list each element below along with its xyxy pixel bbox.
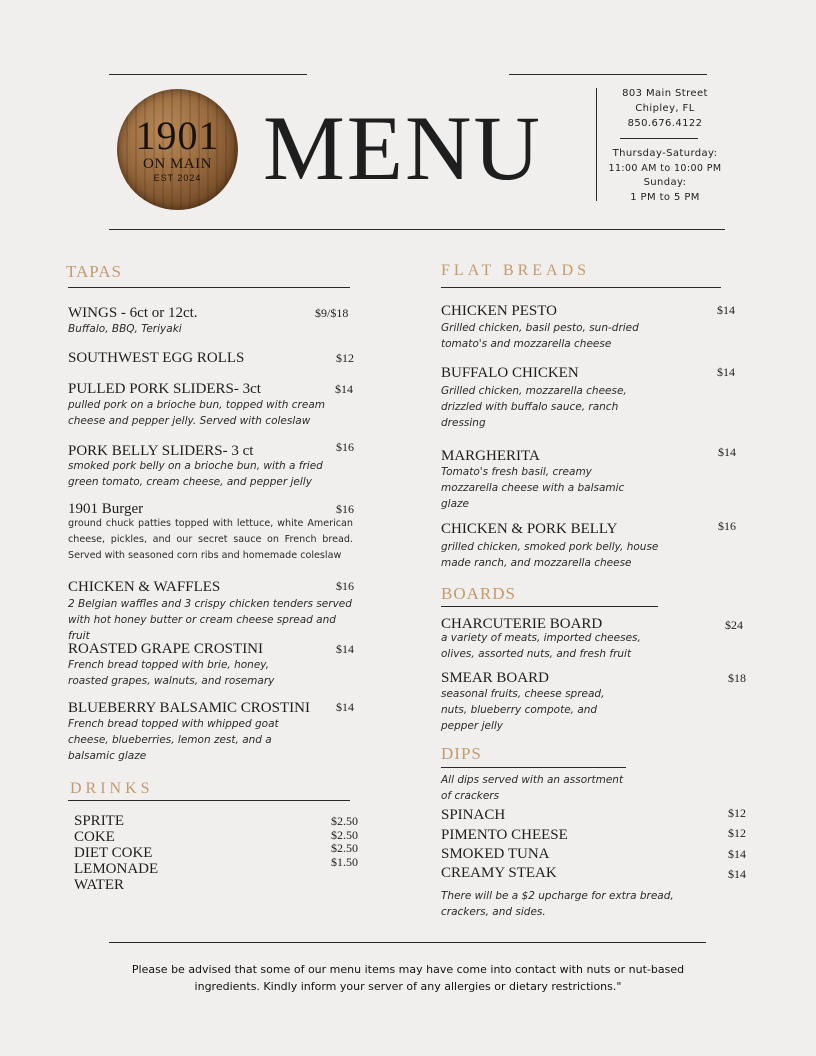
flatbread-item-name: BUFFALO CHICKEN	[441, 365, 579, 381]
drink-item: SPRITE	[74, 813, 125, 829]
tapas-item-desc: 2 Belgian waffles and 3 crispy chicken tenders served with hot honey butter or cream cheese spread and fruit	[68, 598, 352, 642]
tapas-item-price: $16	[336, 579, 354, 593]
flatbread-item-desc: Tomato's fresh basil, creamy mozzarella cheese with a balsamic glaze	[441, 466, 625, 510]
dip-item-name: CREAMY STEAK	[441, 865, 557, 881]
drink-item: COKE	[74, 829, 115, 845]
tapas-item-price: $16	[336, 440, 354, 454]
tapas-item-name: CHICKEN & WAFFLES	[68, 579, 221, 595]
dip-item-name: SMOKED TUNA	[441, 846, 550, 862]
dips-rule	[441, 767, 626, 768]
drinks-rule	[68, 800, 350, 801]
flatbreads-rule	[441, 287, 721, 288]
tapas-item-price: $14	[336, 700, 354, 714]
tapas-item-name: 1901 Burger	[68, 501, 144, 517]
logo-line1: 1901	[135, 113, 220, 158]
dips-intro: All dips served with an assortment of crackers	[441, 774, 624, 802]
logo-line2: ON MAIN	[143, 156, 212, 172]
drink-prices	[318, 815, 358, 869]
tapas-item-price: $12	[336, 351, 354, 365]
dips-heading: DIPS	[441, 744, 482, 763]
city: Chipley, FL	[635, 103, 695, 114]
flatbread-item-price: $16	[718, 519, 736, 533]
header-bottom-rule	[109, 229, 725, 230]
tapas-item-desc: smoked pork belly on a brioche bun, with a fried green tomato, cream cheese, and pepper jelly	[68, 460, 323, 488]
dip-item-price: $12	[728, 806, 746, 820]
board-item-price: $24	[725, 618, 743, 632]
footer-rule	[109, 942, 706, 943]
flatbread-item-price: $14	[718, 445, 736, 459]
board-item-price: $18	[728, 671, 746, 685]
logo-badge	[117, 89, 238, 210]
dips-note: There will be a $2 upcharge for extra bread, crackers, and sides.	[441, 890, 674, 918]
flatbread-item-desc: Grilled chicken, mozzarella cheese, drizzled with buffalo sauce, ranch dressing	[441, 385, 627, 429]
header-rule-left	[109, 74, 307, 75]
tapas-item-name: PORK BELLY SLIDERS- 3 ct	[68, 443, 254, 459]
tapas-item-price: $9/$18	[315, 306, 349, 320]
flatbread-item-desc: grilled chicken, smoked pork belly, house made ranch, and mozzarella cheese	[441, 541, 659, 569]
drink-item: WATER	[74, 877, 124, 893]
drinks-heading: DRINKS	[70, 780, 154, 797]
flatbread-item-price: $14	[717, 365, 735, 379]
dip-item-name: PIMENTO CHEESE	[441, 827, 568, 843]
hours1-time: 11:00 AM to 10:00 PM	[608, 162, 722, 174]
hours1-label: Thursday-Saturday:	[612, 148, 718, 159]
tapas-item-desc: Buffalo, BBQ, Teriyaki	[68, 323, 182, 335]
tapas-item-price: $14	[336, 642, 354, 656]
hours2-label: Sunday:	[643, 177, 687, 188]
tapas-item-name: SOUTHWEST EGG ROLLS	[68, 350, 245, 366]
tapas-item-desc: ground chuck patties topped with lettuce, white American cheese, pickles, and our secret sauce on French bread. Served with seasoned corn ribs and homemade coleslaw	[68, 518, 353, 561]
drinks-list	[74, 813, 158, 893]
drink-price: $2.50	[331, 841, 358, 855]
hours-block	[600, 147, 730, 205]
board-item-name: SMEAR BOARD	[441, 670, 549, 686]
tapas-item-name: PULLED PORK SLIDERS- 3ct	[68, 381, 261, 397]
flatbreads-heading: FLAT BREADS	[441, 262, 591, 279]
board-item-desc: a variety of meats, imported cheeses, olives, assorted nuts, and fresh fruit	[441, 632, 641, 660]
flatbread-item-name: MARGHERITA	[441, 448, 540, 464]
info-divider	[596, 88, 597, 201]
tapas-item-desc: French bread topped with whipped goat cheese, blueberries, lemon zest, and a balsamic glaze	[68, 718, 279, 762]
drink-price: $2.50	[331, 814, 358, 828]
drink-price: $1.50	[331, 854, 358, 869]
drink-item: LEMONADE	[74, 861, 159, 877]
logo-line3: EST 2024	[153, 173, 202, 183]
tapas-heading: TAPAS	[66, 262, 122, 281]
header-rule-right	[509, 74, 707, 75]
tapas-item-desc: French bread topped with brie, honey, roasted grapes, walnuts, and rosemary	[68, 659, 275, 687]
board-item-name: CHARCUTERIE BOARD	[441, 616, 603, 632]
dip-item-name: SPINACH	[441, 807, 506, 823]
tapas-rule	[68, 287, 350, 288]
flatbread-item-desc: Grilled chicken, basil pesto, sun-dried tomato's and mozzarella cheese	[441, 322, 639, 350]
allergy-notice: Please be advised that some of our menu items may have come into contact with nuts or nut-based ingredients. Kindly inform your server of any allergies or dietary restrictions."	[131, 963, 685, 993]
drink-item: DIET COKE	[74, 845, 153, 861]
tapas-item-name: BLUEBERRY BALSAMIC CROSTINI	[68, 700, 310, 716]
tapas-item-desc: pulled pork on a brioche bun, topped with cream cheese and pepper jelly. Served with coleslaw	[68, 399, 325, 427]
phone: 850.676.4122	[627, 118, 703, 129]
drink-price: $2.50	[331, 827, 358, 842]
flatbread-item-name: CHICKEN PESTO	[441, 303, 557, 319]
boards-rule	[441, 606, 658, 607]
dip-item-price: $12	[728, 826, 746, 840]
tapas-item-name: ROASTED GRAPE CROSTINI	[68, 641, 264, 657]
tapas-item-price: $14	[335, 382, 353, 396]
board-item-desc: seasonal fruits, cheese spread, nuts, blueberry compote, and pepper jelly	[441, 688, 605, 732]
boards-heading: BOARDS	[441, 584, 516, 603]
address: 803 Main Street	[622, 88, 708, 99]
info-block	[600, 86, 730, 131]
flatbread-item-price: $14	[717, 303, 735, 317]
hours2-time: 1 PM to 5 PM	[630, 191, 700, 203]
dip-item-price: $14	[728, 847, 746, 861]
info-rule	[620, 138, 698, 139]
tapas-item-price: $16	[336, 502, 354, 516]
dip-item-price: $14	[728, 867, 746, 881]
flatbread-item-name: CHICKEN & PORK BELLY	[441, 521, 618, 537]
page-title: MENU	[263, 97, 542, 199]
tapas-item-name: WINGS - 6ct or 12ct.	[68, 305, 198, 321]
